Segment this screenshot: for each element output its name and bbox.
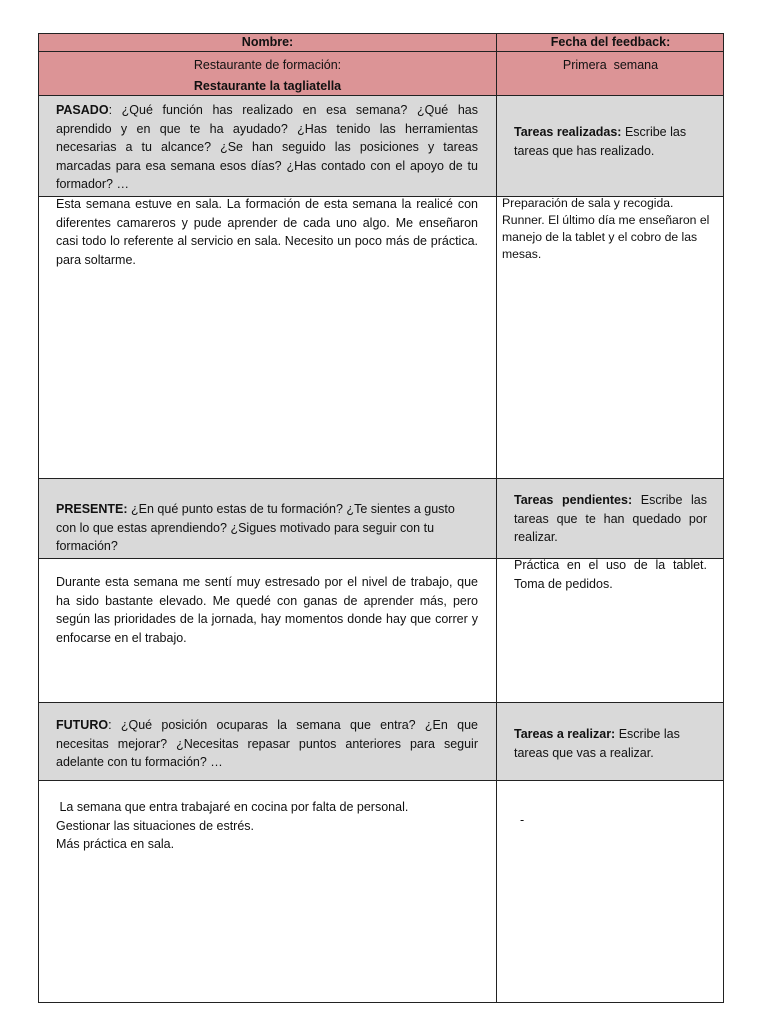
row-divider — [39, 478, 723, 479]
futuro-tasks-prompt: Escribe las tareas que vas a realizar. — [514, 727, 680, 760]
pasado-question-text: : ¿Qué función has realizado en esa semana? ¿Qué has aprendido y en que te ha ayudado? ¿Has tenido las herramientas necesarias a tu alcance? ¿Se han seguido las posiciones y tareas marcadas para esa semana esos días? ¿Has contado con el apoyo de tu formador? … — [56, 103, 478, 191]
row-divider — [39, 51, 723, 52]
presente-question — [56, 500, 478, 556]
futuro-answer — [56, 798, 478, 854]
name-label: Nombre: — [241, 35, 294, 49]
pasado-label: PASADO — [56, 103, 109, 117]
presente-question-text: ¿En qué punto estas de tu formación? ¿Te sientes a gusto con lo que estas aprendiendo? ¿Sigues motivado para seguir con tu formación? — [56, 502, 455, 553]
futuro-tasks-answer: - — [520, 813, 525, 827]
futuro-tasks-header — [514, 725, 714, 762]
presente-tasks-prompt: Escribe las tareas que te han quedado por realizar. — [514, 493, 707, 544]
row-divider — [39, 702, 723, 703]
row-divider — [39, 95, 723, 96]
futuro-answer-line: La semana que entra trabajaré en cocina por falta de personal. — [56, 800, 409, 814]
pasado-tasks-label: Tareas realizadas: — [514, 125, 622, 139]
week-value: Primera semana — [562, 58, 659, 72]
restaurant-name: Restaurante la tagliatella — [193, 79, 342, 93]
pasado-tasks-header — [514, 123, 714, 160]
row-divider — [39, 780, 723, 781]
futuro-label: FUTURO — [56, 718, 109, 732]
feedback-date-label: Fecha del feedback: — [550, 35, 671, 49]
futuro-answer-line: Más práctica en sala. — [56, 837, 175, 851]
presente-tasks-header — [514, 491, 707, 547]
presente-tasks-label: Tareas pendientes: — [514, 493, 633, 507]
presente-tasks-answer: Práctica en el uso de la tablet. Toma de pedidos. — [514, 558, 707, 591]
pasado-tasks-answer: Preparación de sala y recogida. Runner. El último día me enseñaron el manejo de la tablet y el cobro de las mesas. — [502, 196, 710, 261]
pasado-tasks-prompt: Escribe las tareas que has realizado. — [514, 125, 687, 158]
futuro-tasks-label: Tareas a realizar: — [514, 727, 616, 741]
futuro-question — [56, 716, 478, 772]
futuro-question-text: : ¿Qué posición ocuparas la semana que entra? ¿En que necesitas mejorar? ¿Necesitas repasar puntos anteriores para seguir adelante con tu formación? … — [56, 718, 478, 769]
pasado-question — [56, 101, 478, 194]
restaurant-label: Restaurante de formación: — [193, 58, 342, 72]
presente-label: PRESENTE: — [56, 502, 128, 516]
column-divider — [496, 34, 497, 1002]
futuro-answer-line: Gestionar las situaciones de estrés. — [56, 818, 255, 833]
presente-answer: Durante esta semana me sentí muy estresado por el nivel de trabajo, que ha sido bastante elevado. Me quedé con ganas de aprender más, pero según las prioridades de la jornada, hay momentos donde hay que correr y enfocarse en el trabajo. — [56, 575, 478, 645]
pasado-answer: Esta semana estuve en sala. La formación de esta semana la realicé con diferentes camareros y pude aprender de cada uno algo. Me enseñaron casi todo lo referente al servicio en sala. Necesito un poco más de práctica. para soltarme. — [56, 197, 478, 267]
feedback-form-table — [38, 33, 724, 1003]
